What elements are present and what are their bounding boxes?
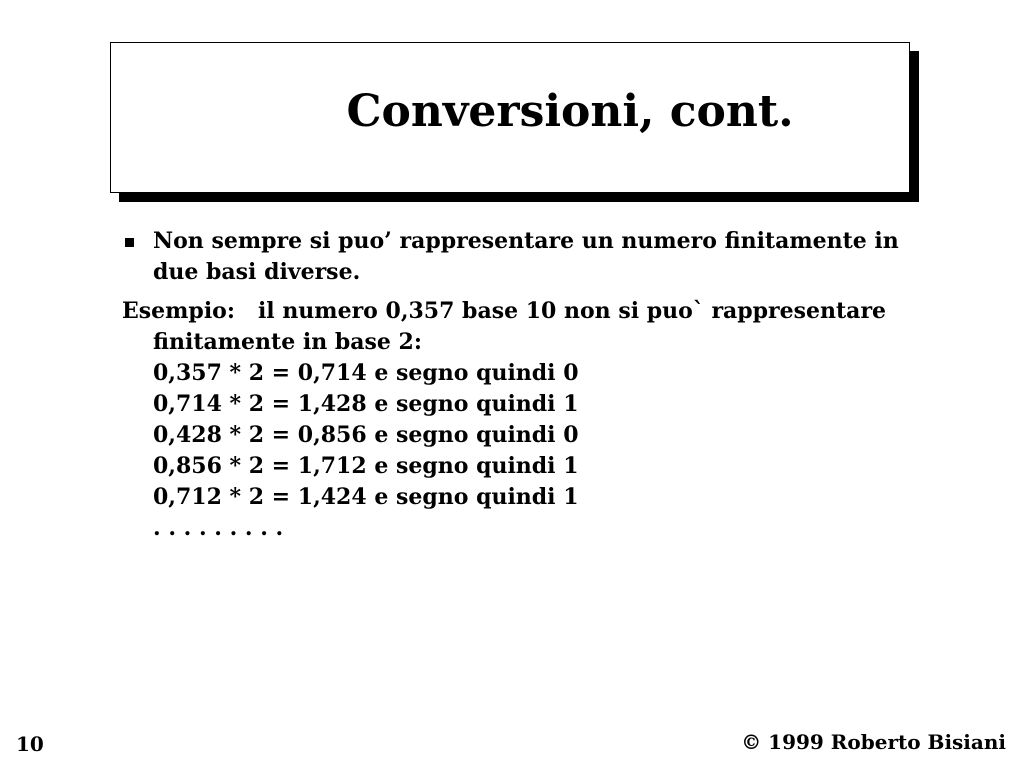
example-line: finitamente in base 2: [153,329,422,355]
bullet-item [122,226,922,288]
example-line: 0,428 * 2 = 0,856 e segno quindi 0 [153,422,579,448]
slide-title: Conversioni, cont. [346,86,794,137]
example-block [122,296,922,544]
example-intro: Esempio: il numero 0,357 base 10 non si puo` rappresentare [122,298,887,324]
square-bullet-icon [125,238,134,247]
page-number: 10 [16,732,44,756]
example-lines [122,327,922,544]
example-line: 0,357 * 2 = 0,714 e segno quindi 0 [153,360,579,386]
example-line: 0,856 * 2 = 1,712 e segno quindi 1 [153,453,579,479]
bullet-text: Non sempre si puo’ rappresentare un numero finitamente in due basi diverse. [153,228,899,285]
example-line: 0,714 * 2 = 1,428 e segno quindi 1 [153,391,579,417]
slide-body [122,226,922,544]
copyright-notice: © 1999 Roberto Bisiani [741,730,1006,754]
example-line: . . . . . . . . . [153,515,284,541]
example-line: 0,712 * 2 = 1,424 e segno quindi 1 [153,484,579,510]
